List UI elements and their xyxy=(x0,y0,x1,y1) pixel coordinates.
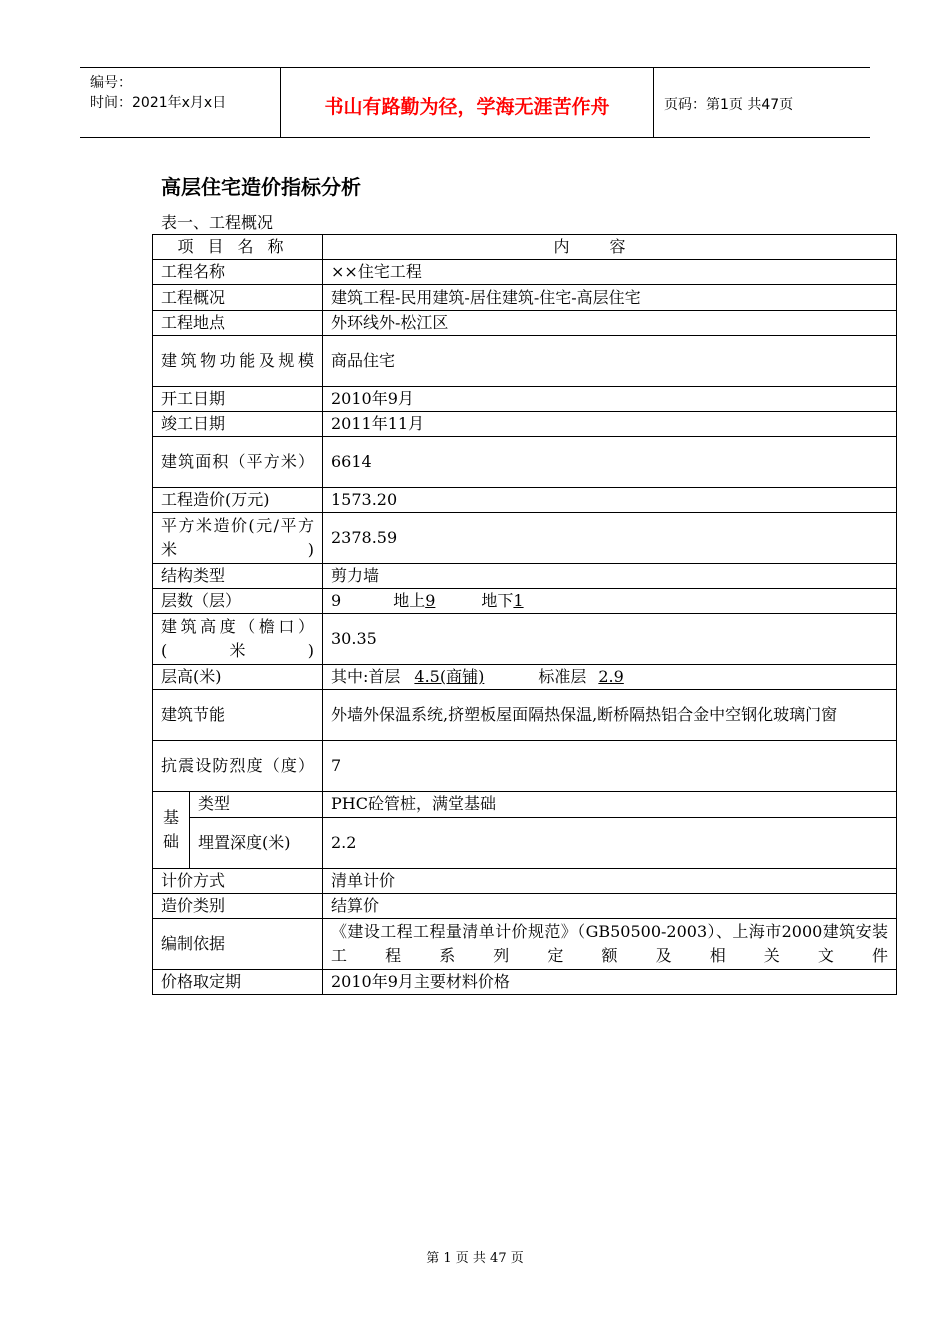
row-label: 建筑物功能及规模 xyxy=(153,336,323,387)
table-row xyxy=(153,894,897,919)
row-value: 2378.59 xyxy=(323,513,897,564)
row-value: 30.35 xyxy=(323,614,897,665)
table-row xyxy=(153,564,897,589)
foundation-type-label: 类型 xyxy=(190,792,323,817)
row-label: 工程地点 xyxy=(153,311,323,336)
row-value xyxy=(323,589,897,614)
row-value: 2010年9月 xyxy=(323,387,897,412)
table-row xyxy=(153,311,897,336)
row-label: 层数（层） xyxy=(153,589,323,614)
table-row xyxy=(153,336,897,387)
row-value: 结算价 xyxy=(323,894,897,919)
table-row xyxy=(153,741,897,792)
row-label: 计价方式 xyxy=(153,869,323,894)
foundation-depth-value: 2.2 xyxy=(331,832,357,852)
header-meta xyxy=(80,68,281,137)
table-row xyxy=(153,869,897,894)
row-value: 商品住宅 xyxy=(323,336,897,387)
height-std-floor: 2.9 xyxy=(598,667,624,686)
page-info: 页码：第1页 共47页 xyxy=(664,97,794,113)
page-header xyxy=(80,67,870,138)
row-value: 2010年9月主要材料价格 xyxy=(323,970,897,995)
table-row xyxy=(153,260,897,285)
row-label: 抗震设防烈度（度） xyxy=(153,741,323,792)
height-prefix: 其中:首层 xyxy=(331,667,401,686)
table-row xyxy=(153,665,897,690)
foundation-values xyxy=(323,792,896,868)
row-label: 编制依据 xyxy=(153,919,323,970)
table-row xyxy=(153,792,897,869)
row-label: 建筑面积（平方米） xyxy=(153,437,323,488)
row-label: 开工日期 xyxy=(153,387,323,412)
row-label: 价格取定期 xyxy=(153,970,323,995)
row-value: ××住宅工程 xyxy=(323,260,897,285)
row-label: 建筑高度（檐口）(米) xyxy=(153,614,323,665)
row-value: 剪力墙 xyxy=(323,564,897,589)
table-row xyxy=(153,614,897,665)
row-label: 工程名称 xyxy=(153,260,323,285)
row-value xyxy=(323,665,897,690)
col-header-item: 项目名称 xyxy=(153,235,323,260)
floors-below: 1 xyxy=(513,591,524,610)
row-value: 外环线外-松江区 xyxy=(323,311,897,336)
foundation-cell xyxy=(153,792,323,869)
row-value: 《建设工程工程量清单计价规范》（GB50500-2003）、上海市2000建筑安装工程系列定额及相关文件 xyxy=(323,919,897,970)
floors-total: 9 xyxy=(331,591,342,610)
foundation-values-cell xyxy=(323,792,897,869)
row-value: 清单计价 xyxy=(323,869,897,894)
row-label: 工程造价(万元) xyxy=(153,488,323,513)
header-motto-cell xyxy=(281,68,654,137)
floors-below-label: 地下 xyxy=(481,591,514,610)
foundation-label: 基础 xyxy=(153,792,190,868)
document-title: 高层住宅造价指标分析 xyxy=(161,175,361,199)
table-header-row xyxy=(153,235,897,260)
table-row xyxy=(153,589,897,614)
table-row xyxy=(153,513,897,564)
row-value: 外墙外保温系统,挤塑板屋面隔热保温,断桥隔热铝合金中空钢化玻璃门窗 xyxy=(323,690,897,741)
row-value: 建筑工程-民用建筑-居住建筑-住宅-高层住宅 xyxy=(323,285,897,311)
number-label: 编号： xyxy=(90,75,132,91)
table-row xyxy=(153,387,897,412)
row-value: 2011年11月 xyxy=(323,412,897,437)
page-footer: 第 1 页 共 47 页 xyxy=(426,1251,524,1266)
table-row xyxy=(153,412,897,437)
row-label: 竣工日期 xyxy=(153,412,323,437)
foundation-depth-label: 埋置深度(米) xyxy=(198,832,291,852)
table-row xyxy=(153,285,897,311)
row-value: 7 xyxy=(323,741,897,792)
floors-above-label: 地上 xyxy=(393,591,426,610)
col-header-content: 内容 xyxy=(323,235,897,260)
table-caption: 表一、工程概况 xyxy=(161,213,274,232)
table-row xyxy=(153,488,897,513)
table-row xyxy=(153,919,897,970)
row-label: 建筑节能 xyxy=(153,690,323,741)
foundation-type-value: PHC砼管桩，满堂基础 xyxy=(323,792,896,817)
row-label: 平方米造价(元/平方米) xyxy=(153,513,323,564)
row-label: 结构类型 xyxy=(153,564,323,589)
row-value: 6614 xyxy=(323,437,897,488)
table-row xyxy=(153,437,897,488)
foundation-subtable xyxy=(153,792,322,868)
row-label: 工程概况 xyxy=(153,285,323,311)
row-label: 造价类别 xyxy=(153,894,323,919)
height-std-label: 标准层 xyxy=(538,667,587,686)
project-overview-table xyxy=(152,234,897,995)
motto: 书山有路勤为径，学海无涯苦作舟 xyxy=(324,96,610,118)
table-row xyxy=(153,690,897,741)
time-label: 时间：2021年x月x日 xyxy=(90,95,227,111)
floors-above: 9 xyxy=(425,591,436,610)
height-first-floor: 4.5(商铺) xyxy=(414,667,485,686)
table-row xyxy=(153,970,897,995)
row-label: 层高(米) xyxy=(153,665,323,690)
row-value: 1573.20 xyxy=(323,488,897,513)
